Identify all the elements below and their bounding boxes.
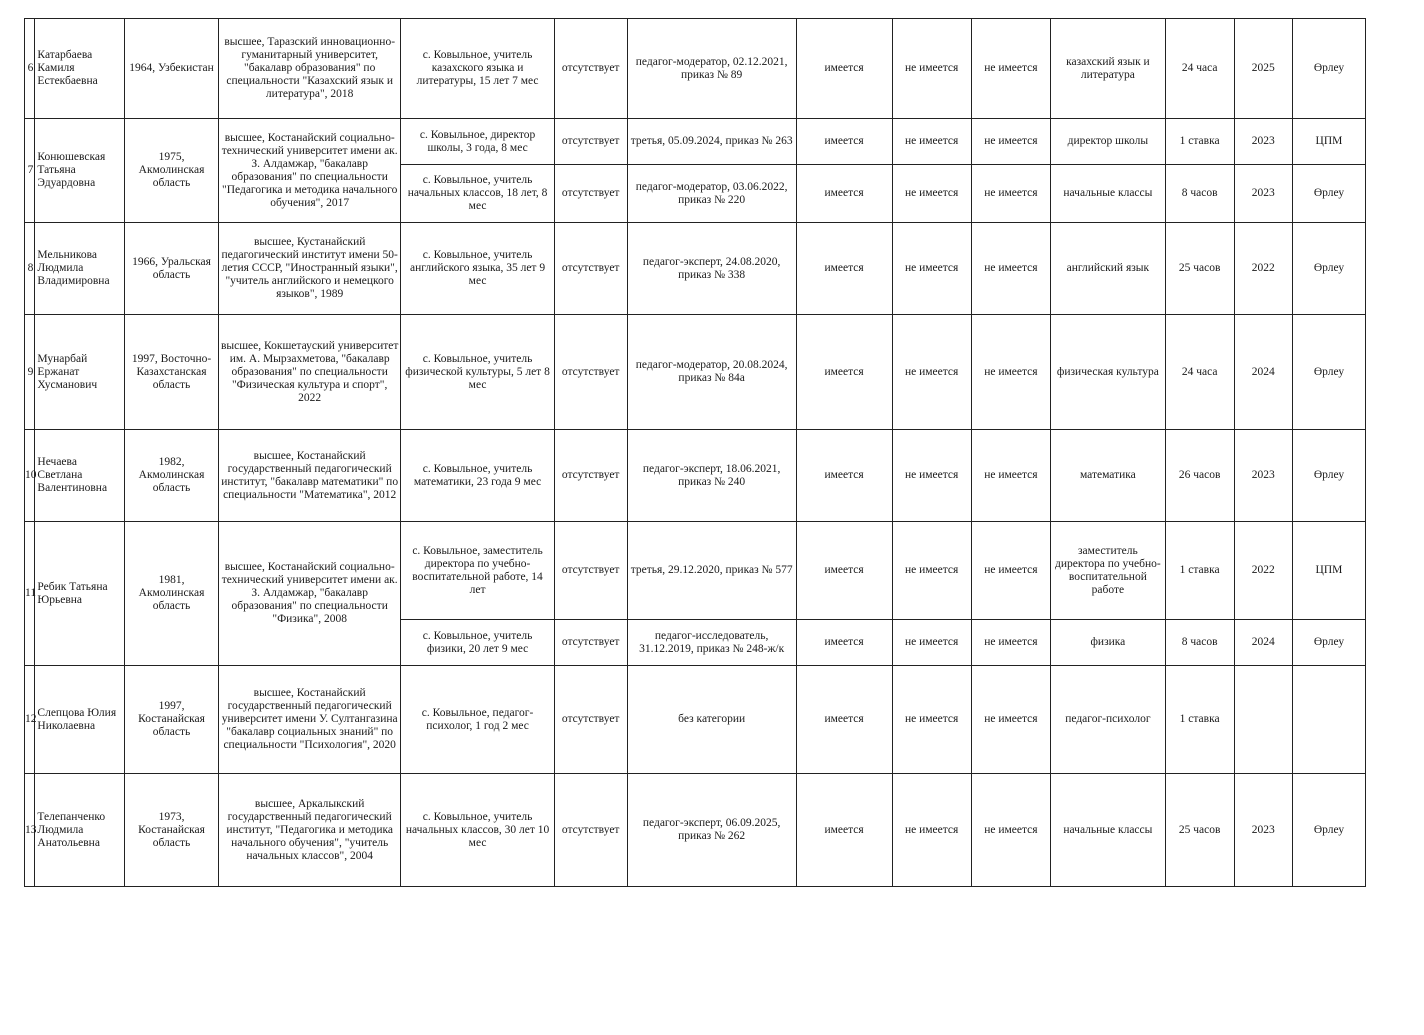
course-year-cell: 2024 [1234, 620, 1292, 666]
education-info: высшее, Костанайский социально-технический университет имени ак. З. Алдамжар, "бакалавр образования" по специальности "Педагогика и методика начального обучения", 2017 [218, 119, 400, 223]
awards-cell: отсутствует [554, 522, 627, 620]
birth-info: 1975, Акмолинская область [125, 119, 219, 223]
course-provider-cell: ЦПМ [1292, 119, 1365, 165]
education-info: высшее, Аркалыкский государственный педагогический институт, "Педагогика и методика начального обучения", "учитель начальных классов", 2004 [218, 774, 400, 887]
work-cell: с. Ковыльное, заместитель директора по учебно-воспитательной работе, 14 лет [401, 522, 554, 620]
subject-cell: начальные классы [1051, 165, 1166, 223]
awards-cell: отсутствует [554, 19, 627, 119]
education-info: высшее, Кустанайский педагогический институт имени 50-летия СССР, "Иностранный языки", "учитель английского и немецкого языков", 1989 [218, 223, 400, 315]
work-cell: с. Ковыльное, директор школы, 3 года, 8 мес [401, 119, 554, 165]
scientific-cell: не имеется [892, 165, 971, 223]
birth-info: 1964, Узбекистан [125, 19, 219, 119]
methodical-cell: имеется [796, 774, 892, 887]
scientific-cell: не имеется [892, 774, 971, 887]
category-cell: педагог-эксперт, 06.09.2025, приказ № 262 [627, 774, 796, 887]
teacher-name: Катарбаева Камиля Естекбаевна [35, 19, 125, 119]
birth-info: 1997, Костанайская область [125, 666, 219, 774]
load-cell: 1 ставка [1165, 119, 1234, 165]
methodical-cell: имеется [796, 165, 892, 223]
subject-cell: казахский язык и литература [1051, 19, 1166, 119]
methodical-cell: имеется [796, 430, 892, 522]
subject-cell: физика [1051, 620, 1166, 666]
scientific-cell: не имеется [892, 666, 971, 774]
course-provider-cell: ЦПМ [1292, 522, 1365, 620]
category-cell: педагог-модератор, 03.06.2022, приказ № 220 [627, 165, 796, 223]
education-info: высшее, Костанайский государственный педагогический институт, "бакалавр математики" по специальности "Математика", 2012 [218, 430, 400, 522]
category-cell: педагог-модератор, 02.12.2021, приказ № 89 [627, 19, 796, 119]
awards-cell: отсутствует [554, 774, 627, 887]
work-cell: с. Ковыльное, педагог-психолог, 1 год 2 мес [401, 666, 554, 774]
row-number: 12 [25, 666, 35, 774]
course-year-cell: 2023 [1234, 165, 1292, 223]
course-provider-cell: Өрлеу [1292, 19, 1365, 119]
category-cell: педагог-эксперт, 24.08.2020, приказ № 338 [627, 223, 796, 315]
course-year-cell: 2023 [1234, 119, 1292, 165]
work-cell: с. Ковыльное, учитель казахского языка и литературы, 15 лет 7 мес [401, 19, 554, 119]
course-provider-cell: Өрлеу [1292, 774, 1365, 887]
scientific-cell: не имеется [892, 315, 971, 430]
course-provider-cell: Өрлеу [1292, 165, 1365, 223]
subject-cell: педагог-психолог [1051, 666, 1166, 774]
teacher-name: Телепанченко Людмила Анатольевна [35, 774, 125, 887]
work-cell: с. Ковыльное, учитель физики, 20 лет 9 мес [401, 620, 554, 666]
awards-cell: отсутствует [554, 119, 627, 165]
table-row [25, 223, 1366, 315]
course-provider-cell: Өрлеу [1292, 223, 1365, 315]
birth-info: 1973, Костанайская область [125, 774, 219, 887]
methodical-cell: имеется [796, 119, 892, 165]
table-row [25, 19, 1366, 119]
course-provider-cell: Өрлеу [1292, 620, 1365, 666]
subject-cell: заместитель директора по учебно-воспитательной работе [1051, 522, 1166, 620]
education-info: высшее, Кокшетауский университет им. А. Мырзахметова, "бакалавр образования" по специальности "Физическая культура и спорт", 2022 [218, 315, 400, 430]
subject-cell: начальные классы [1051, 774, 1166, 887]
birth-info: 1982, Акмолинская область [125, 430, 219, 522]
teacher-name: Конюшевская Татьяна Эдуардовна [35, 119, 125, 223]
methodical-cell: имеется [796, 223, 892, 315]
load-cell: 8 часов [1165, 620, 1234, 666]
teacher-name: Ребик Татьяна Юрьевна [35, 522, 125, 666]
state-awards-cell: не имеется [971, 666, 1050, 774]
teacher-name: Нечаева Светлана Валентиновна [35, 430, 125, 522]
subject-cell: математика [1051, 430, 1166, 522]
row-number: 6 [25, 19, 35, 119]
state-awards-cell: не имеется [971, 315, 1050, 430]
course-provider-cell [1292, 666, 1365, 774]
load-cell: 1 ставка [1165, 666, 1234, 774]
awards-cell: отсутствует [554, 165, 627, 223]
row-number: 7 [25, 119, 35, 223]
course-year-cell: 2022 [1234, 522, 1292, 620]
work-cell: с. Ковыльное, учитель английского языка, 35 лет 9 мес [401, 223, 554, 315]
staff-table [24, 18, 1366, 887]
teacher-name: Слепцова Юлия Николаевна [35, 666, 125, 774]
awards-cell: отсутствует [554, 315, 627, 430]
load-cell: 1 ставка [1165, 522, 1234, 620]
awards-cell: отсутствует [554, 430, 627, 522]
subject-cell: физическая культура [1051, 315, 1166, 430]
course-year-cell: 2022 [1234, 223, 1292, 315]
load-cell: 24 часа [1165, 19, 1234, 119]
load-cell: 24 часа [1165, 315, 1234, 430]
category-cell: педагог-модератор, 20.08.2024, приказ № 84а [627, 315, 796, 430]
education-info: высшее, Костанайский государственный педагогический университет имени У. Султангазина "бакалавр социальных знаний" по специальности "Психология", 2020 [218, 666, 400, 774]
scientific-cell: не имеется [892, 19, 971, 119]
awards-cell: отсутствует [554, 223, 627, 315]
state-awards-cell: не имеется [971, 223, 1050, 315]
scientific-cell: не имеется [892, 119, 971, 165]
table-row [25, 666, 1366, 774]
work-cell: с. Ковыльное, учитель начальных классов, 18 лет, 8 мес [401, 165, 554, 223]
scientific-cell: не имеется [892, 522, 971, 620]
load-cell: 25 часов [1165, 774, 1234, 887]
methodical-cell: имеется [796, 666, 892, 774]
category-cell: без категории [627, 666, 796, 774]
course-year-cell: 2023 [1234, 774, 1292, 887]
work-cell: с. Ковыльное, учитель физической культуры, 5 лет 8 мес [401, 315, 554, 430]
course-provider-cell: Өрлеу [1292, 315, 1365, 430]
course-year-cell [1234, 666, 1292, 774]
teacher-name: Мунарбай Ержанат Хусманович [35, 315, 125, 430]
state-awards-cell: не имеется [971, 19, 1050, 119]
state-awards-cell: не имеется [971, 620, 1050, 666]
scientific-cell: не имеется [892, 430, 971, 522]
work-cell: с. Ковыльное, учитель начальных классов, 30 лет 10 мес [401, 774, 554, 887]
course-provider-cell: Өрлеу [1292, 430, 1365, 522]
methodical-cell: имеется [796, 19, 892, 119]
row-number: 10 [25, 430, 35, 522]
state-awards-cell: не имеется [971, 119, 1050, 165]
row-number: 8 [25, 223, 35, 315]
subject-cell: директор школы [1051, 119, 1166, 165]
awards-cell: отсутствует [554, 620, 627, 666]
row-number: 11 [25, 522, 35, 666]
row-number: 9 [25, 315, 35, 430]
methodical-cell: имеется [796, 522, 892, 620]
birth-info: 1981, Акмолинская область [125, 522, 219, 666]
category-cell: третья, 05.09.2024, приказ № 263 [627, 119, 796, 165]
table-row [25, 119, 1366, 165]
education-info: высшее, Костанайский социально-технический университет имени ак. З. Алдамжар, "бакалавр образования" по специальности "Физика", 2008 [218, 522, 400, 666]
load-cell: 26 часов [1165, 430, 1234, 522]
state-awards-cell: не имеется [971, 774, 1050, 887]
education-info: высшее, Таразский инновационно-гуманитарный университет, "бакалавр образования" по специальности "Казахский язык и литература", 2018 [218, 19, 400, 119]
table-row [25, 315, 1366, 430]
methodical-cell: имеется [796, 620, 892, 666]
scientific-cell: не имеется [892, 620, 971, 666]
subject-cell: английский язык [1051, 223, 1166, 315]
awards-cell: отсутствует [554, 666, 627, 774]
load-cell: 25 часов [1165, 223, 1234, 315]
course-year-cell: 2024 [1234, 315, 1292, 430]
scientific-cell: не имеется [892, 223, 971, 315]
table-row [25, 522, 1366, 620]
table-row [25, 774, 1366, 887]
course-year-cell: 2023 [1234, 430, 1292, 522]
category-cell: педагог-исследователь, 31.12.2019, приказ № 248-ж/к [627, 620, 796, 666]
row-number: 13 [25, 774, 35, 887]
load-cell: 8 часов [1165, 165, 1234, 223]
methodical-cell: имеется [796, 315, 892, 430]
birth-info: 1997, Восточно-Казахстанская область [125, 315, 219, 430]
state-awards-cell: не имеется [971, 522, 1050, 620]
category-cell: третья, 29.12.2020, приказ № 577 [627, 522, 796, 620]
work-cell: с. Ковыльное, учитель математики, 23 года 9 мес [401, 430, 554, 522]
table-row [25, 430, 1366, 522]
category-cell: педагог-эксперт, 18.06.2021, приказ № 240 [627, 430, 796, 522]
state-awards-cell: не имеется [971, 430, 1050, 522]
state-awards-cell: не имеется [971, 165, 1050, 223]
birth-info: 1966, Уральская область [125, 223, 219, 315]
course-year-cell: 2025 [1234, 19, 1292, 119]
teacher-name: Мельникова Людмила Владимировна [35, 223, 125, 315]
